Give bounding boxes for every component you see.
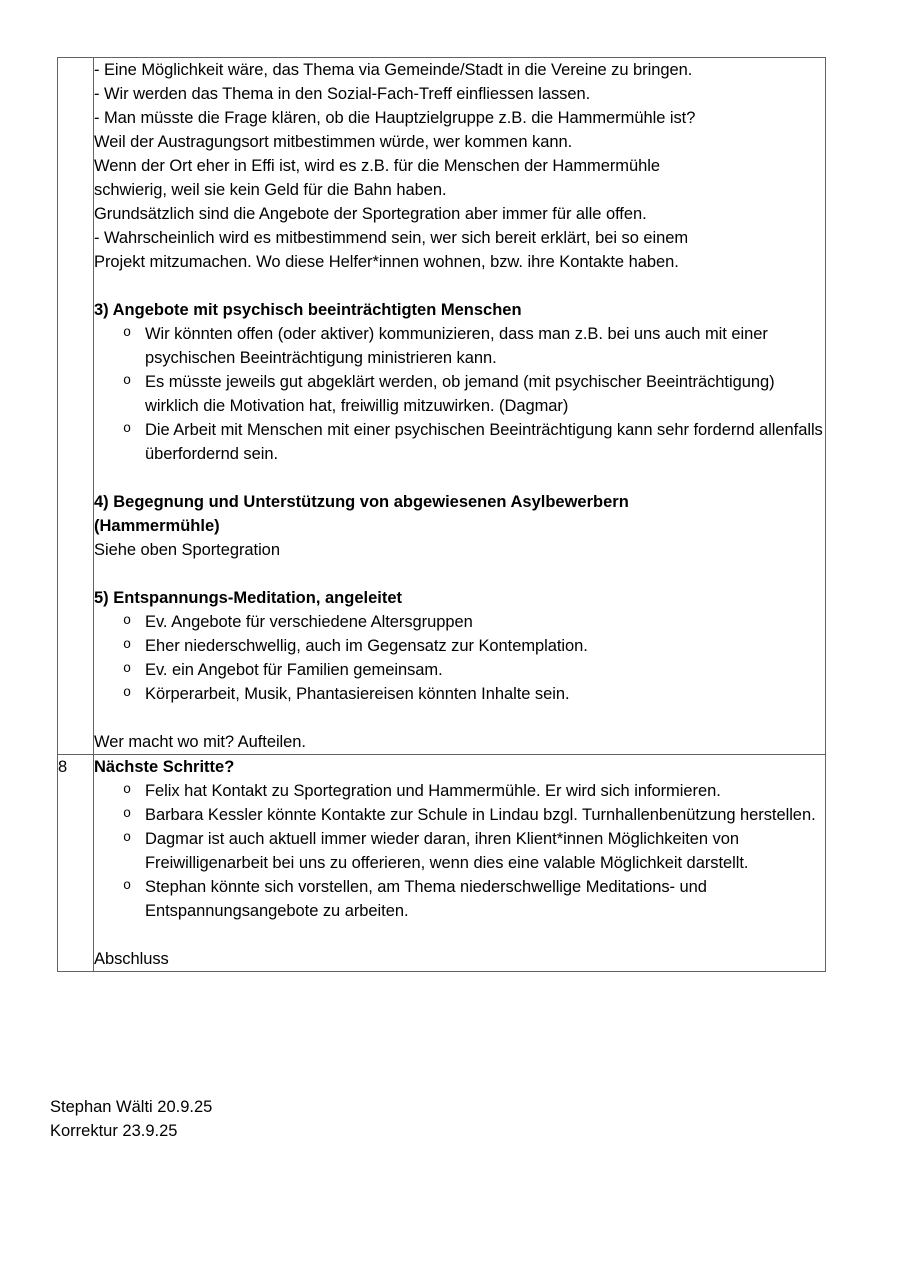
row-number-cell xyxy=(58,58,94,755)
row-content-cell xyxy=(94,58,826,755)
paragraph-line: - Wir werden das Thema in den Sozial-Fach-Treff einfliessen lassen. xyxy=(94,85,591,103)
list-item xyxy=(94,803,825,827)
list-item-label: Wir könnten offen (oder aktiver) kommunizieren, dass man z.B. bei uns auch mit einer psychischen Beeinträchtigung ministrieren kann. xyxy=(145,325,768,367)
circle-bullet-icon: o xyxy=(123,686,132,701)
circle-bullet-icon: o xyxy=(123,807,132,822)
list-item-label: Die Arbeit mit Menschen mit einer psychischen Beeinträchtigung kann sehr fordernd allenfalls überfordernd sein. xyxy=(145,421,823,463)
list-item xyxy=(94,634,825,658)
protocol-table xyxy=(57,57,826,972)
list-item xyxy=(94,418,825,466)
list-item-label: Dagmar ist auch aktuell immer wieder daran, ihren Klient*innen Möglichkeiten von Freiwilligenarbeit bei uns zu offerieren, wenn dies eine valable Möglichkeit darstellt. xyxy=(145,830,749,872)
circle-bullet-icon: o xyxy=(123,374,132,389)
table-row xyxy=(58,58,826,755)
circle-bullet-icon: o xyxy=(123,638,132,653)
paragraph-line: - Man müsste die Frage klären, ob die Hauptzielgruppe z.B. die Hammermühle ist? xyxy=(94,109,696,127)
list-item-label: Felix hat Kontakt zu Sportegration und Hammermühle. Er wird sich informieren. xyxy=(145,782,721,800)
table-body xyxy=(58,58,826,972)
circle-bullet-icon: o xyxy=(123,614,132,629)
table-row xyxy=(58,755,826,972)
circle-bullet-icon: o xyxy=(123,783,132,798)
paragraph-line: - Eine Möglichkeit wäre, das Thema via Gemeinde/Stadt in die Vereine zu bringen. xyxy=(94,61,693,79)
section-heading: 3) Angebote mit psychisch beeinträchtigten Menschen xyxy=(94,301,522,319)
section-heading: Nächste Schritte? xyxy=(94,758,235,776)
section-heading: 5) Entspannungs-Meditation, angeleitet xyxy=(94,589,403,607)
paragraph-line: Weil der Austragungsort mitbestimmen würde, wer kommen kann. xyxy=(94,133,573,151)
row-number-cell: 8 xyxy=(58,755,94,972)
blank-line xyxy=(94,562,825,586)
paragraph-line: Wer macht wo mit? Aufteilen. xyxy=(94,733,306,751)
row-content-cell xyxy=(94,755,826,972)
list-item xyxy=(94,827,825,875)
blank-line xyxy=(94,706,825,730)
blank-line xyxy=(94,466,825,490)
footer-line: Korrektur 23.9.25 xyxy=(50,1122,178,1140)
footer-line: Stephan Wälti 20.9.25 xyxy=(50,1098,213,1116)
list-item-label: Barbara Kessler könnte Kontakte zur Schule in Lindau bzgl. Turnhallenbenützung herstellen. xyxy=(145,806,816,824)
circle-bullet-icon: o xyxy=(123,422,132,437)
bullet-list xyxy=(94,779,825,923)
bullet-list xyxy=(94,322,825,466)
document-footer xyxy=(50,1095,212,1143)
bullet-list xyxy=(94,610,825,706)
paragraph-line: Wenn der Ort eher in Effi ist, wird es z.B. für die Menschen der Hammermühle xyxy=(94,157,660,175)
circle-bullet-icon: o xyxy=(123,879,132,894)
blank-line xyxy=(94,274,825,298)
list-item xyxy=(94,682,825,706)
list-item-label: Ev. ein Angebot für Familien gemeinsam. xyxy=(145,661,443,679)
paragraph-line: Abschluss xyxy=(94,950,169,968)
paragraph-line: - Wahrscheinlich wird es mitbestimmend sein, wer sich bereit erklärt, bei so einem xyxy=(94,229,689,247)
list-item xyxy=(94,658,825,682)
list-item-label: Es müsste jeweils gut abgeklärt werden, ob jemand (mit psychischer Beeinträchtigung) wirklich die Motivation hat, freiwillig mitzuwirken. (Dagmar) xyxy=(145,373,775,415)
list-item-label: Ev. Angebote für verschiedene Altersgruppen xyxy=(145,613,473,631)
list-item xyxy=(94,322,825,370)
list-item xyxy=(94,370,825,418)
circle-bullet-icon: o xyxy=(123,831,132,846)
paragraph-line: schwierig, weil sie kein Geld für die Bahn haben. xyxy=(94,181,447,199)
list-item-label: Körperarbeit, Musik, Phantasiereisen könnten Inhalte sein. xyxy=(145,685,570,703)
list-item-label: Stephan könnte sich vorstellen, am Thema niederschwellige Meditations- und Entspannungsangebote zu arbeiten. xyxy=(145,878,707,920)
list-item xyxy=(94,610,825,634)
list-item xyxy=(94,875,825,923)
paragraph-line: Projekt mitzumachen. Wo diese Helfer*innen wohnen, bzw. ihre Kontakte haben. xyxy=(94,253,679,271)
section-heading: 4) Begegnung und Unterstützung von abgewiesenen Asylbewerbern xyxy=(94,493,629,511)
paragraph-line: Grundsätzlich sind die Angebote der Sportegration aber immer für alle offen. xyxy=(94,205,647,223)
paragraph-line: Siehe oben Sportegration xyxy=(94,541,280,559)
list-item-label: Eher niederschwellig, auch im Gegensatz zur Kontemplation. xyxy=(145,637,588,655)
list-item xyxy=(94,779,825,803)
section-heading: (Hammermühle) xyxy=(94,517,220,535)
blank-line xyxy=(94,923,825,947)
circle-bullet-icon: o xyxy=(123,662,132,677)
circle-bullet-icon: o xyxy=(123,326,132,341)
